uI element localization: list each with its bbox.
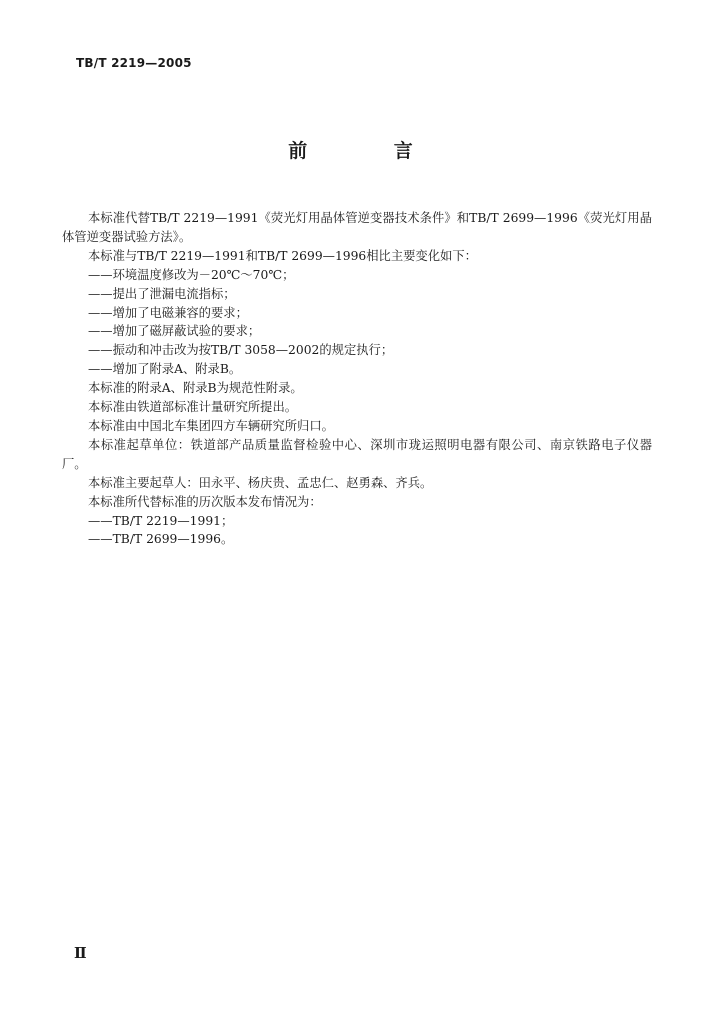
paragraph-drafting-units: 本标准起草单位：铁道部产品质量监督检验中心、深圳市珑运照明电器有限公司、南京铁路电子仪器厂。 (62, 437, 652, 471)
paragraph-replacement: 本标准代替TB/T 2219—1991《荧光灯用晶体管逆变器技术条件》和TB/T 2699—1996《荧光灯用晶体管逆变器试验方法》。 (62, 211, 652, 244)
change-item: ——提出了泄漏电流指标； (88, 286, 236, 301)
standard-code-header: TB/T 2219—2005 (76, 56, 192, 70)
change-item: ——增加了电磁兼容的要求； (88, 305, 248, 320)
page-title: 前 言 (288, 140, 453, 162)
paragraph-appendix: 本标准的附录A、附录B为规范性附录。 (88, 381, 303, 396)
change-item: ——增加了附录A、附录B。 (88, 362, 242, 377)
paragraph-proposer: 本标准由铁道部标准计量研究所提出。 (88, 400, 298, 415)
paragraph-history-intro: 本标准所代替标准的历次版本发布情况为： (88, 494, 322, 509)
paragraph-changes-intro: 本标准与TB/T 2219—1991和TB/T 2699—1996相比主要变化如下： (88, 248, 477, 263)
history-item: ——TB/T 2699—1996。 (88, 532, 234, 547)
change-item: ——环境温度修改为－20℃～70℃； (88, 267, 295, 282)
paragraph-drafters: 本标准主要起草人：田永平、杨庆贵、孟忠仁、赵勇森、齐兵。 (88, 475, 433, 490)
change-item: ——增加了磁屏蔽试验的要求； (88, 324, 261, 339)
paragraph-responsible: 本标准由中国北车集团四方车辆研究所归口。 (88, 418, 334, 433)
history-item: ——TB/T 2219—1991； (88, 513, 234, 528)
change-item: ——振动和冲击改为按TB/T 3058—2002的规定执行； (88, 343, 394, 358)
document-body (62, 209, 652, 549)
page-number: Ⅱ (74, 944, 87, 962)
